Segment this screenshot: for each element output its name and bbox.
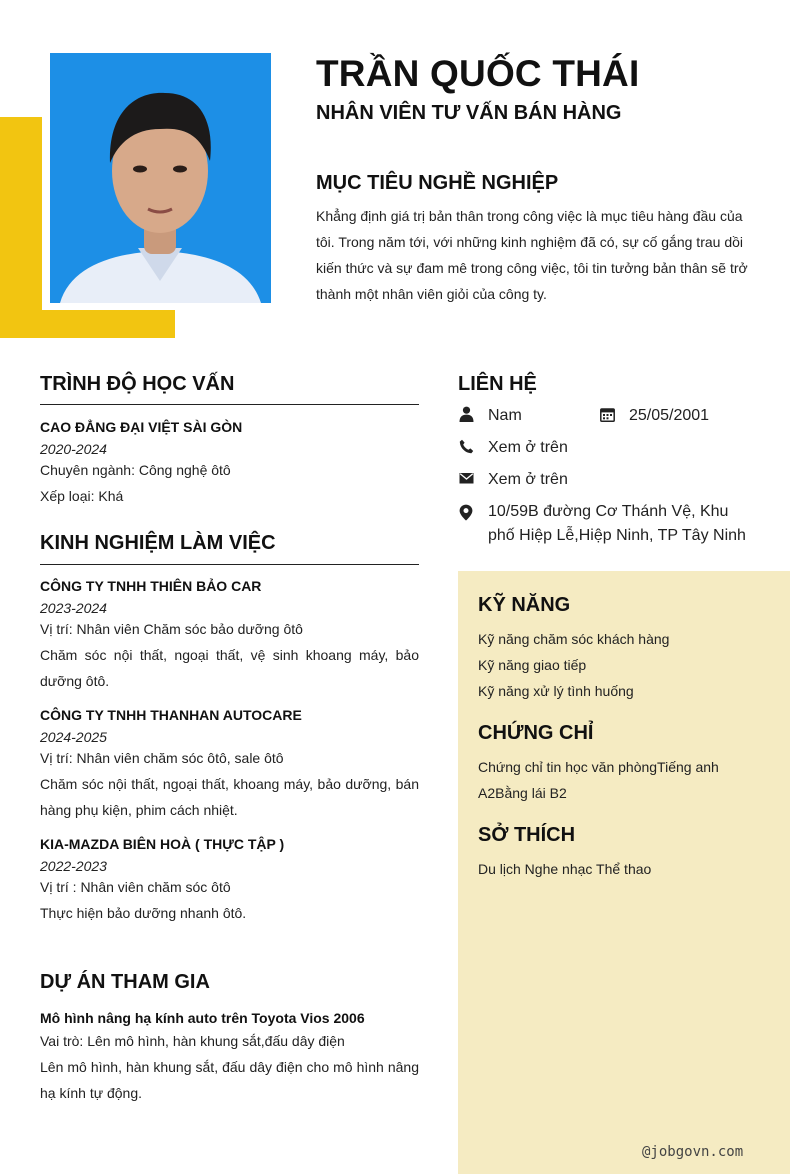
experience-description: Thực hiện bảo dưỡng nhanh ôtô. bbox=[40, 905, 247, 921]
skill-item: Kỹ năng chăm sóc khách hàng bbox=[478, 631, 670, 647]
accent-bar bbox=[0, 310, 175, 338]
side-panel bbox=[458, 571, 790, 1174]
experience-position: Vị trí: Nhân viên chăm sóc ôtô, sale ôtô bbox=[40, 750, 284, 766]
education-major: Chuyên ngành: Công nghệ ôtô bbox=[40, 462, 231, 478]
experience-position: Vị trí : Nhân viên chăm sóc ôtô bbox=[40, 879, 231, 895]
skill-item: Kỹ năng giao tiếp bbox=[478, 657, 587, 673]
experience-company: KIA-MAZDA BIÊN HOÀ ( THỰC TẬP ) bbox=[40, 836, 285, 852]
projects-section bbox=[40, 971, 419, 1106]
objective-text: Khẳng định giá trị bản thân trong công việc là mục tiêu hàng đầu của tôi. Trong năm tới, với những kinh nghiệm đã có, sự cố gắng trau dồi kiến thức và sự đam mê trong công việc, tôi tin tưởng bản thân sẽ trở thành một nhân viên giỏi của công ty. bbox=[316, 208, 748, 302]
education-title: TRÌNH ĐỘ HỌC VẤN bbox=[40, 373, 419, 405]
experience-item bbox=[40, 836, 419, 926]
experience-position: Vị trí: Nhân viên Chăm sóc bảo dưỡng ôtô bbox=[40, 621, 303, 637]
experience-description: Chăm sóc nội thất, ngoại thất, khoang máy, bảo dưỡng, bán hàng phụ kiện, phim cách nhiệt. bbox=[40, 776, 419, 818]
skills-title: KỸ NĂNG bbox=[478, 594, 571, 616]
phone-value: Xem ở trên bbox=[488, 439, 568, 456]
experience-company: CÔNG TY TNHH THIÊN BẢO CAR bbox=[40, 578, 262, 594]
experience-item bbox=[40, 707, 419, 823]
address-value: 10/59B đường Cơ Thánh Vệ, Khu phố Hiệp Lễ,Hiệp Ninh, TP Tây Ninh bbox=[488, 503, 746, 544]
hobbies-text: Du lịch Nghe nhạc Thể thao bbox=[478, 861, 652, 877]
project-description: Lên mô hình, hàn khung sắt, đấu dây điện cho mô hình nâng hạ kính tự động. bbox=[40, 1059, 419, 1101]
experience-description: Chăm sóc nội thất, ngoại thất, vệ sinh khoang máy, bảo dưỡng ôtô. bbox=[40, 647, 419, 689]
candidate-name: TRẦN QUỐC THÁI bbox=[316, 53, 640, 94]
education-school: CAO ĐẲNG ĐẠI VIỆT SÀI GÒN bbox=[40, 419, 243, 435]
birthdate-value: 25/05/2001 bbox=[629, 407, 710, 424]
education-grade: Xếp loại: Khá bbox=[40, 488, 124, 504]
contact-gender bbox=[458, 404, 522, 428]
accent-block bbox=[0, 117, 42, 338]
certificates-title: CHỨNG CHỈ bbox=[478, 722, 594, 744]
certificate-line: Chứng chỉ tin học văn phòngTiếng anh bbox=[478, 759, 719, 775]
education-section bbox=[40, 373, 419, 509]
experience-period: 2024-2025 bbox=[40, 729, 107, 745]
contact-email bbox=[458, 468, 568, 492]
project-name: Mô hình nâng hạ kính auto trên Toyota Vios 2006 bbox=[40, 1010, 365, 1026]
gender-value: Nam bbox=[488, 407, 522, 424]
calendar-icon bbox=[599, 406, 615, 422]
person-icon bbox=[458, 406, 474, 422]
projects-title: DỰ ÁN THAM GIA bbox=[40, 971, 210, 993]
watermark: @jobgovn.com bbox=[642, 1144, 744, 1160]
experience-period: 2022-2023 bbox=[40, 858, 107, 874]
experience-title: KINH NGHIỆM LÀM VIỆC bbox=[40, 532, 419, 565]
experience-section bbox=[40, 532, 419, 926]
experience-item bbox=[40, 578, 419, 694]
certificate-line: A2Bằng lái B2 bbox=[478, 785, 567, 801]
job-title: NHÂN VIÊN TƯ VẤN BÁN HÀNG bbox=[316, 102, 622, 124]
objective-heading: MỤC TIÊU NGHỀ NGHIỆP bbox=[316, 172, 559, 194]
education-period: 2020-2024 bbox=[40, 441, 107, 457]
mail-icon bbox=[458, 470, 474, 486]
phone-icon bbox=[458, 438, 474, 454]
contact-address bbox=[458, 500, 752, 548]
contact-birthdate bbox=[599, 404, 709, 428]
experience-period: 2023-2024 bbox=[40, 600, 107, 616]
hobbies-title: SỞ THÍCH bbox=[478, 824, 576, 846]
contact-title: LIÊN HỆ bbox=[458, 373, 537, 395]
location-pin-icon bbox=[458, 504, 474, 520]
experience-company: CÔNG TY TNHH THANHAN AUTOCARE bbox=[40, 707, 302, 723]
email-value: Xem ở trên bbox=[488, 471, 568, 488]
profile-photo bbox=[50, 53, 271, 303]
project-role: Vai trò: Lên mô hình, hàn khung sắt,đấu dây điện bbox=[40, 1033, 345, 1049]
contact-phone bbox=[458, 436, 568, 460]
skill-item: Kỹ năng xử lý tình huống bbox=[478, 683, 634, 699]
